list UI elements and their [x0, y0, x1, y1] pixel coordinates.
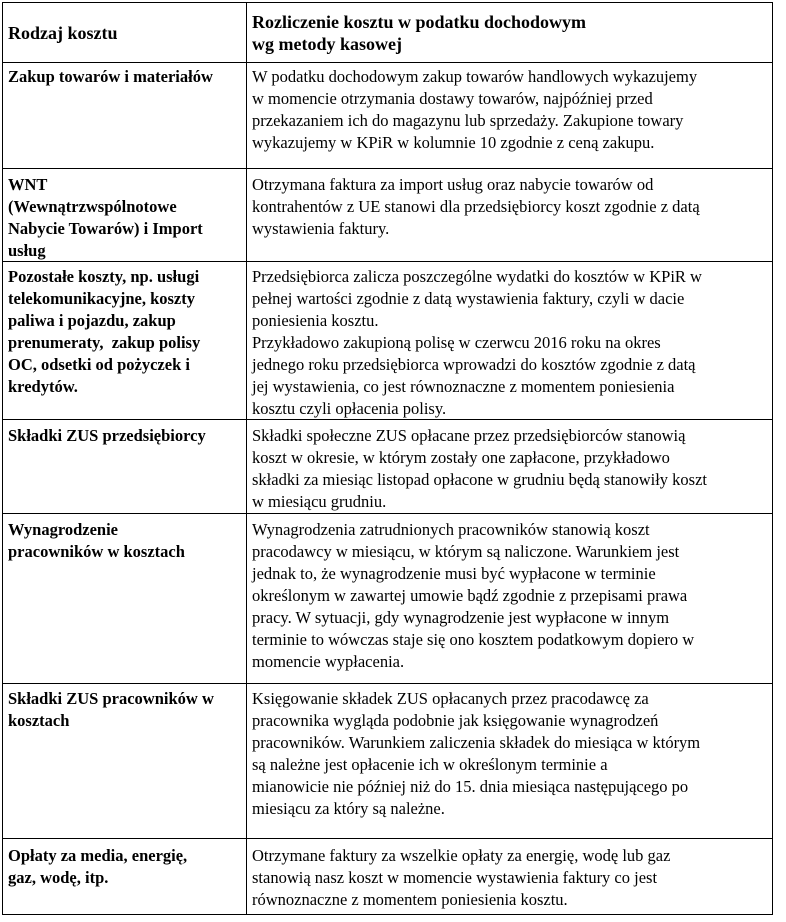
cost-type-cell: Składki ZUS przedsiębiorcy — [8, 426, 206, 445]
settlement-cell: W podatku dochodowym zakup towarów handlowych wykazujemy w momencie otrzymania dostawy towarów, najpóźniej przed przekazaniem ich do magazynu lub sprzedaży. Zakupione towary wykazujemy w KPiR w kolumnie 10 zgodnie z ceną zakupu. — [252, 67, 698, 152]
cost-type-cell: Opłaty za media, energię, gaz, wodę, itp. — [8, 846, 188, 887]
table-border-bottom — [2, 914, 773, 915]
table-border-right — [772, 2, 773, 914]
row-divider-4 — [2, 513, 773, 514]
settlement-cell: Składki społeczne ZUS opłacane przez przedsiębiorców stanowią koszt w okresie, w którym zostały one zapłacone, przykładowo składki za miesiąc listopad opłacone w grudniu będą stanowiły koszt w miesiącu grudniu. — [252, 426, 708, 511]
header-divider — [2, 62, 773, 63]
row-divider-5 — [2, 683, 773, 684]
table-border-top — [2, 2, 773, 3]
cost-type-cell: Zakup towarów i materiałów — [8, 67, 213, 86]
cost-type-cell: Składki ZUS pracowników w kosztach — [8, 689, 214, 730]
row-divider-1 — [2, 168, 773, 169]
cost-type-cell: Pozostałe koszty, np. usługi telekomunikacyjne, koszty paliwa i pojazdu, zakup prenumeraty, zakup polisy OC, odsetki od pożyczek i kredytów. — [8, 267, 201, 396]
settlement-cell: Otrzymana faktura za import usług oraz nabycie towarów od kontrahentów z UE stanowi dla przedsiębiorcy koszt zgodnie z datą wystawienia faktury. — [252, 175, 700, 238]
settlement-cell: Otrzymane faktury za wszelkie opłaty za energię, wodę lub gaz stanowią nasz koszt w momencie wystawienia faktury co jest równoznaczne z momentem poniesienia kosztu. — [252, 846, 671, 909]
settlement-cell: Księgowanie składek ZUS opłacanych przez pracodawcę za pracownika wygląda podobnie jak księgowanie wynagrodzeń pracowników. Warunkiem zaliczenia składek do miesiąca w którym są należne jest opłacenie ich w określonym terminie a mianowicie nie później niż do 15. dnia miesiąca następującego po miesiącu za który są należne. — [252, 689, 701, 818]
header-settlement: Rozliczenie kosztu w podatku dochodowym wg metody kasowej — [252, 12, 587, 54]
cost-type-cell: WNT (Wewnątrzwspólnotowe Nabycie Towarów) i Import usług — [8, 175, 203, 260]
table-border-left — [2, 2, 3, 914]
table-column-divider — [246, 2, 247, 914]
settlement-cell: Wynagrodzenia zatrudnionych pracowników stanowią koszt pracodawcy w miesiącu, w którym są naliczone. Warunkiem jest jednak to, że wynagrodzenie musi być wypłacone w terminie określonym w zawartej umowie bądź zgodnie z przepisami prawa pracy. W sytuacji, gdy wynagrodzenie jest wypłacone w innym terminie to wówczas staje się ono kosztem podatkowym dopiero w momencie wypłacenia. — [252, 520, 695, 671]
row-divider-6 — [2, 838, 773, 839]
header-cost-type: Rodzaj kosztu — [8, 23, 118, 43]
settlement-cell: Przedsiębiorca zalicza poszczególne wydatki do kosztów w KPiR w pełnej wartości zgodnie z datą wystawienia faktury, czyli w dacie poniesienia kosztu. Przykładowo zakupioną polisę w czerwcu 2016 roku na okres jednego roku przedsiębiorca wprowadzi do kosztów zgodnie z datą jej wystawienia, co jest równoznaczne z momentem poniesienia kosztu czyli opłacenia polisy. — [252, 267, 702, 418]
cost-type-cell: Wynagrodzenie pracowników w kosztach — [8, 520, 185, 561]
